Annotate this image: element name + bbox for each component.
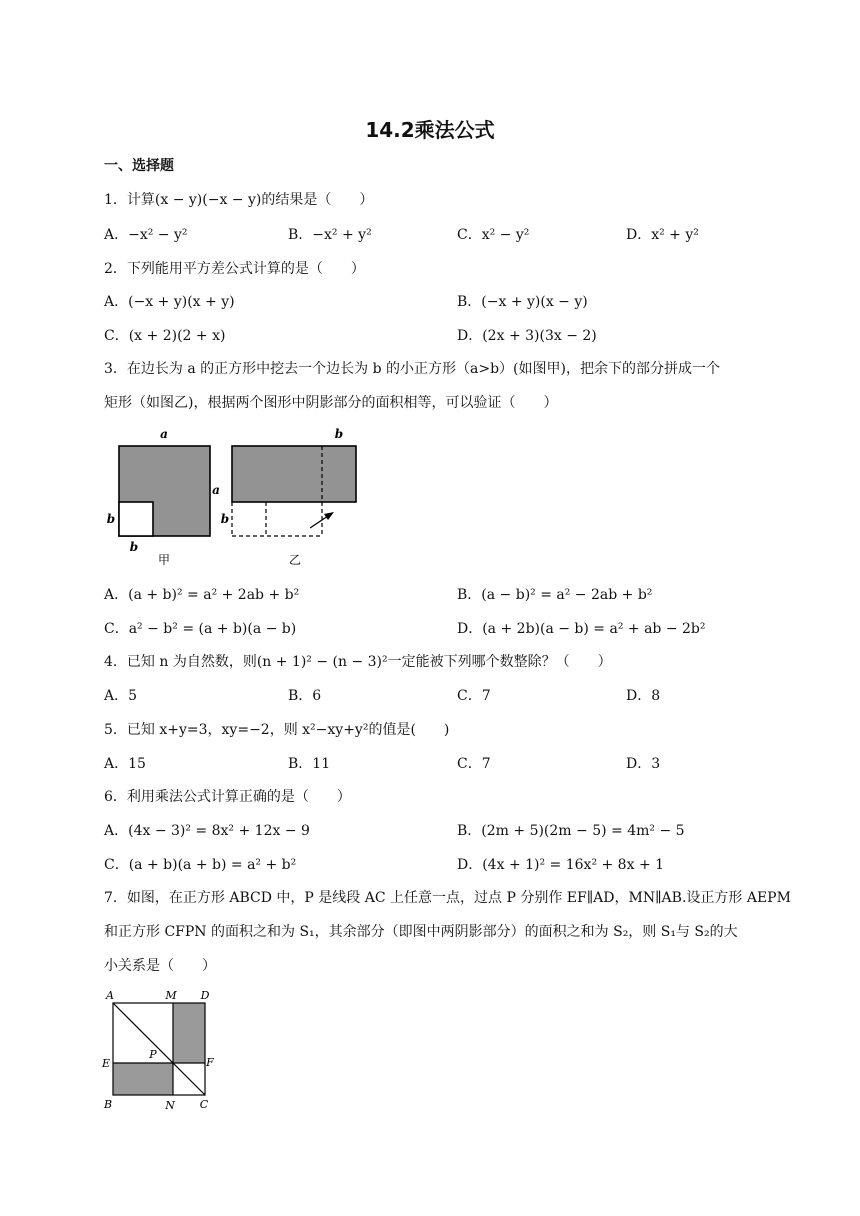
q2-option-a[interactable]: A．(−x + y)(x + y) xyxy=(104,294,235,310)
q4-option-d[interactable]: D．8 xyxy=(626,688,661,704)
q2-option-d[interactable]: D．(2x + 3)(3x − 2) xyxy=(457,328,597,344)
question-2-stem: 2．下列能用平方差公式计算的是（ ） xyxy=(104,261,365,277)
q6-option-c[interactable]: C．(a + b)(a + b) = a² + b² xyxy=(104,857,297,873)
label-b-right-top: b xyxy=(334,427,344,441)
q3-option-a[interactable]: A．(a + b)² = a² + 2ab + b² xyxy=(104,587,300,603)
q5-option-a[interactable]: A．15 xyxy=(104,756,146,772)
question-5-stem: 5．已知 x+y=3，xy=−2，则 x²−xy+y²的值是( ) xyxy=(104,722,450,738)
q3-option-b[interactable]: B．(a − b)² = a² − 2ab + b² xyxy=(457,587,653,603)
q4-option-a[interactable]: A．5 xyxy=(104,688,138,704)
q1-option-d[interactable]: D．x² + y² xyxy=(626,227,699,243)
q4-option-b[interactable]: B．6 xyxy=(288,688,322,704)
section-heading: 一、选择题 xyxy=(104,158,174,174)
label-b-left: b xyxy=(106,512,116,526)
q4-option-c[interactable]: C．7 xyxy=(457,688,491,704)
shaded-region-mpfd xyxy=(173,1003,205,1063)
label-P: P xyxy=(149,1048,157,1061)
q5-option-c[interactable]: C．7 xyxy=(457,756,491,772)
question-7-stem-line3: 小关系是（ ） xyxy=(104,958,216,974)
q2-option-c[interactable]: C．(x + 2)(2 + x) xyxy=(104,328,226,344)
q6-option-b[interactable]: B．(2m + 5)(2m − 5) = 4m² − 5 xyxy=(457,823,685,839)
page-title: 14.2乘法公式 xyxy=(365,118,495,142)
q1-option-b[interactable]: B．−x² + y² xyxy=(288,227,372,243)
q3-option-d[interactable]: D．(a + 2b)(a − b) = a² + ab − 2b² xyxy=(457,621,706,637)
label-a-top: a xyxy=(160,427,168,441)
q6-option-d[interactable]: D．(4x + 1)² = 16x² + 8x + 1 xyxy=(457,857,665,873)
q1-option-c[interactable]: C．x² − y² xyxy=(457,227,530,243)
q3-figure xyxy=(100,424,370,574)
label-D: D xyxy=(200,989,210,1002)
caption-yi: 乙 xyxy=(288,553,302,567)
label-C: C xyxy=(199,1098,209,1111)
label-M: M xyxy=(165,989,177,1002)
question-7-stem-line2: 和正方形 CFPN 的面积之和为 S₁，其余部分（即图中两阴影部分）的面积之和为 S₂，则 S₁与 S₂的大 xyxy=(104,924,738,940)
q3-option-c[interactable]: C．a² − b² = (a + b)(a − b) xyxy=(104,621,297,637)
label-b-bottom: b xyxy=(129,540,139,554)
question-4-stem: 4．已知 n 为自然数，则(n + 1)² − (n − 3)²一定能被下列哪个数整除？（ ） xyxy=(104,654,612,670)
q1-option-a[interactable]: A．−x² − y² xyxy=(104,227,188,243)
q6-option-a[interactable]: A．(4x − 3)² = 8x² + 12x − 9 xyxy=(104,823,310,839)
label-B: B xyxy=(103,1098,113,1111)
label-N: N xyxy=(165,1099,175,1112)
q7-figure xyxy=(100,986,220,1116)
label-b-right-left: b xyxy=(220,512,230,526)
question-6-stem: 6．利用乘法公式计算正确的是（ ） xyxy=(104,789,351,805)
question-3-stem-line2: 矩形（如图乙)，根据两个图形中阴影部分的面积相等，可以验证（ ） xyxy=(104,395,558,411)
caption-jia: 甲 xyxy=(157,553,171,567)
label-E: E xyxy=(101,1057,111,1070)
q5-option-d[interactable]: D．3 xyxy=(626,756,661,772)
fig-yi-rectangle xyxy=(232,446,356,502)
fig-jia-cutout-square xyxy=(119,502,153,536)
label-a-side: a xyxy=(212,483,220,497)
shaded-region-ebnp xyxy=(113,1063,173,1095)
q5-option-b[interactable]: B．11 xyxy=(288,756,331,772)
question-3-stem-line1: 3．在边长为 a 的正方形中挖去一个边长为 b 的小正方形（a>b）(如图甲)，把余下的部分拼成一个 xyxy=(104,361,720,377)
question-7-stem-line1: 7．如图，在正方形 ABCD 中，P 是线段 AC 上任意一点，过点 P 分别作 EF∥AD，MN∥AB.设正方形 AEPM xyxy=(104,890,791,906)
q2-option-b[interactable]: B．(−x + y)(x − y) xyxy=(457,294,588,310)
question-1-stem: 1．计算(x − y)(−x − y)的结果是（ ） xyxy=(104,192,374,208)
label-F: F xyxy=(206,1056,214,1069)
label-A: A xyxy=(106,989,114,1002)
